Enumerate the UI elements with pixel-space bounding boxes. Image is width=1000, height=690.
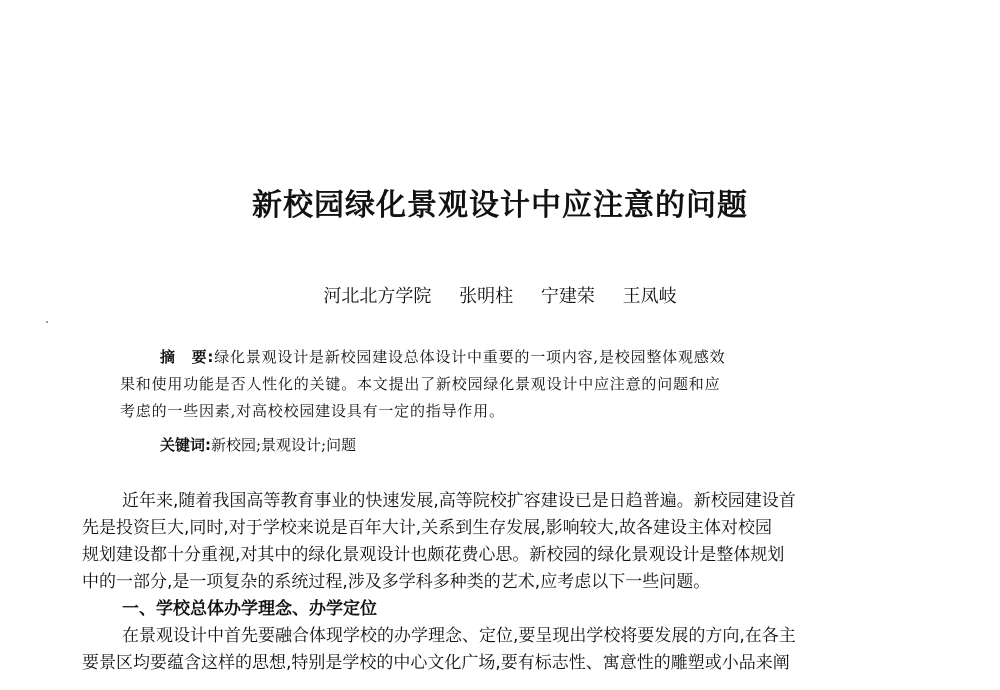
paragraph-line: 规划建设都十分重视,对其中的绿化景观设计也颇花费心思。新校园的绿化景观设计是整体规划: [82, 545, 785, 565]
body-text: [82, 488, 934, 677]
paragraph-line: 要景区均要蕴含这样的思想,特别是学校的中心文化广场,要有标志性、寓意性的雕塑或小品来阐: [82, 653, 790, 673]
abstract: [120, 344, 900, 425]
author-line: [0, 284, 1000, 310]
paragraph-line: 在景观设计中首先要融合体现学校的办学理念、定位,要呈现出学校将要发展的方向,在各主: [122, 626, 796, 646]
keywords: [160, 433, 356, 457]
abstract-line: 考虑的一些因素,对高校校园建设具有一定的指导作用。: [120, 402, 505, 420]
keywords-label: 关键词:: [160, 436, 211, 454]
paragraph-line: 先是投资巨大,同时,对于学校来说是百年大计,关系到生存发展,影响较大,故各建设主体对校园: [82, 518, 773, 538]
author-name: 王凤岐: [622, 286, 677, 307]
paragraph-line: 近年来,随着我国高等教育事业的快速发展,高等院校扩容建设已是日趋普遍。新校园建设首: [122, 491, 796, 511]
author-name: 张明柱: [459, 286, 514, 307]
abstract-line: 果和使用功能是否人性化的关键。本文提出了新校园绿化景观设计中应注意的问题和应: [120, 375, 721, 393]
abstract-label: 摘 要:: [160, 348, 215, 366]
scan-speck: [46, 321, 48, 323]
section-heading: 一、学校总体办学理念、办学定位: [122, 599, 377, 619]
author-name: 宁建荣: [540, 286, 595, 307]
affiliation: 河北北方学院: [323, 286, 432, 307]
paper-title: 新校园绿化景观设计中应注意的问题: [252, 188, 748, 223]
paragraph-line: 中的一部分,是一项复杂的系统过程,涉及多学科多种类的艺术,应考虑以下一些问题。: [82, 572, 711, 592]
abstract-text: 绿化景观设计是新校园建设总体设计中重要的一项内容,是校园整体观感效: [214, 348, 726, 366]
abstract-line: [120, 344, 900, 371]
keywords-text: 新校园;景观设计;问题: [211, 436, 357, 454]
